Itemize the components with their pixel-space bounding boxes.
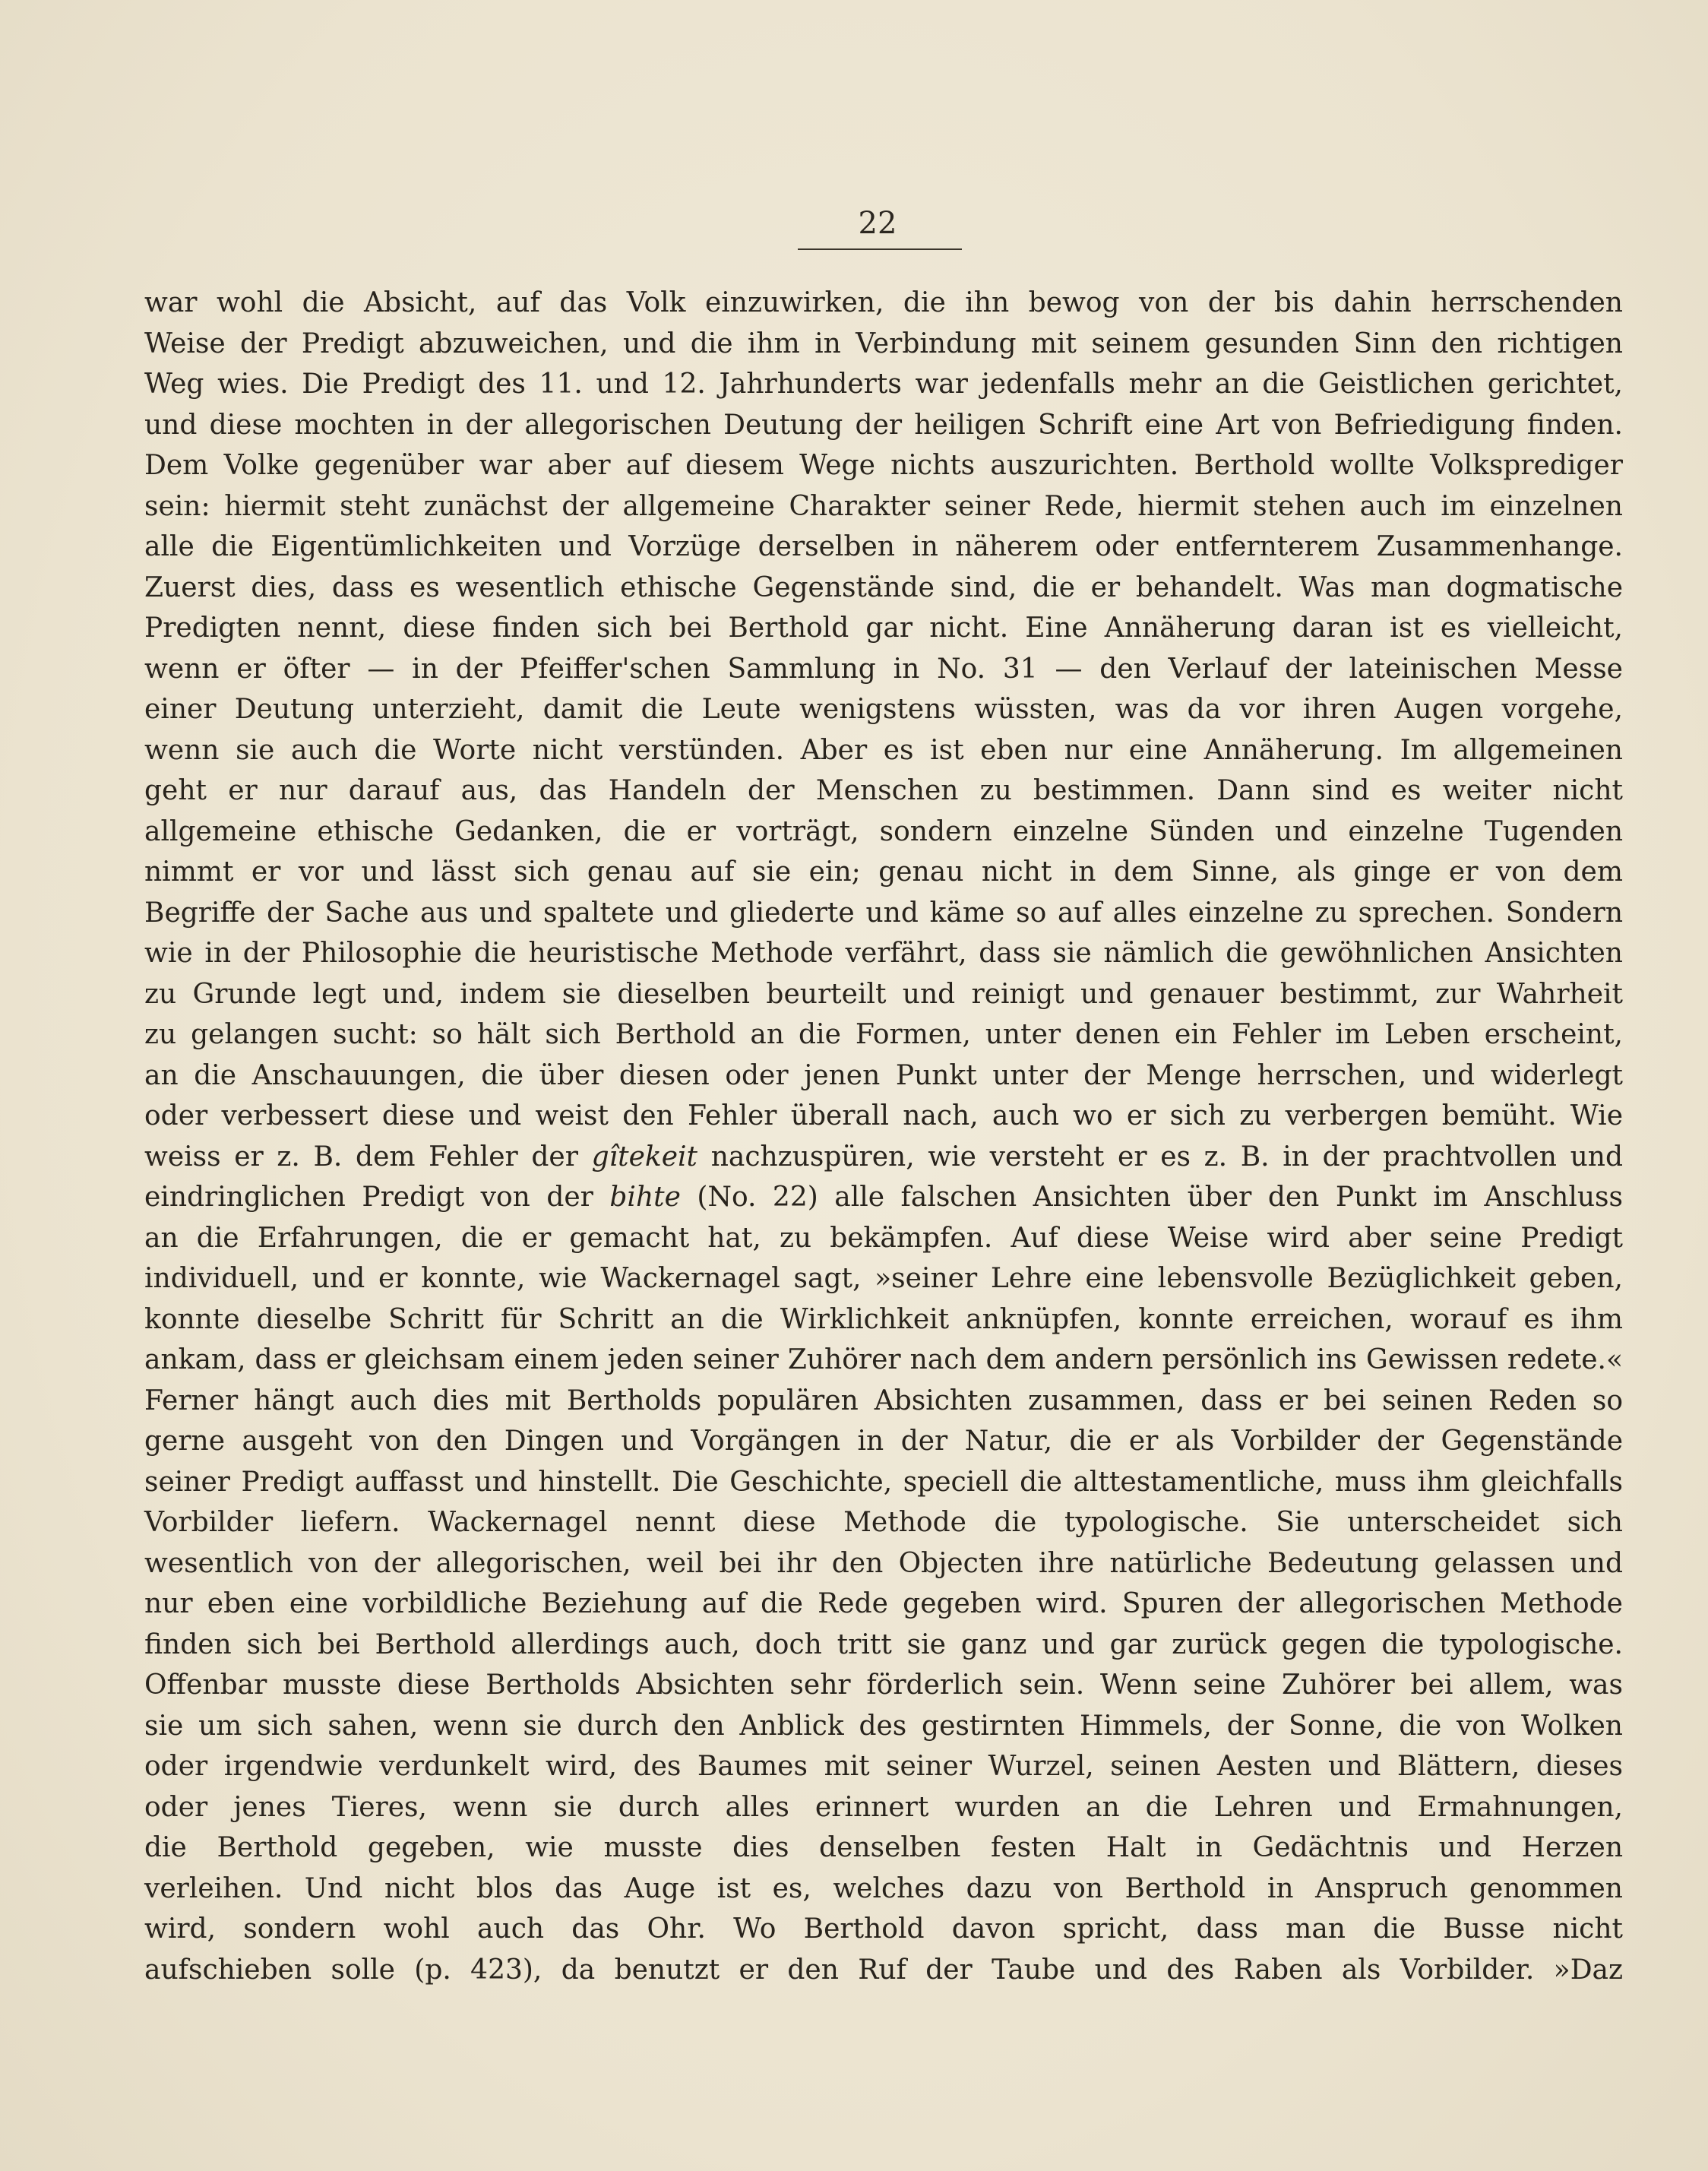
text-line: zu Grunde legt und, indem sie dieselben beurteilt und reinigt und genauer bestimmt, zur Wahrheit xyxy=(144,978,1623,1010)
text-line: Weg wies. Die Predigt des 11. und 12. Jahrhunderts war jedenfalls mehr an die Geistlichen gerichtet, xyxy=(144,369,1623,400)
text-line: konnte dieselbe Schritt für Schritt an die Wirklichkeit anknüpfen, konnte erreichen, worauf es ihm xyxy=(144,1303,1623,1335)
text-line: an die Erfahrungen, die er gemacht hat, zu bekämpfen. Auf diese Weise wird aber seine Predigt xyxy=(144,1222,1623,1254)
body-text xyxy=(144,283,1623,1990)
text-line: war wohl die Absicht, auf das Volk einzuwirken, die ihn bewog von der bis dahin herrschenden xyxy=(144,287,1623,318)
text-line: sie um sich sahen, wenn sie durch den Anblick des gestirnten Himmels, der Sonne, die von Wolken xyxy=(144,1710,1623,1742)
text-line: ankam, dass er gleichsam einem jeden seiner Zuhörer nach dem andern persönlich ins Gewissen redete.« xyxy=(144,1344,1623,1375)
text-line: verleihen. Und nicht blos das Auge ist es, welches dazu von Berthold in Anspruch genommen xyxy=(144,1872,1623,1904)
text-line: seiner Predigt auffasst und hinstellt. Die Geschichte, speciell die alttestamentliche, muss ihm gleichfalls xyxy=(144,1466,1623,1498)
text-line: individuell, und er konnte, wie Wackernagel sagt, »seiner Lehre eine lebensvolle Bezüglichkeit geben, xyxy=(144,1263,1623,1294)
text-line: nimmt er vor und lässt sich genau auf sie ein; genau nicht in dem Sinne, als ginge er von dem xyxy=(144,856,1623,888)
text-line: wenn sie auch die Worte nicht verstünden. Aber es ist eben nur eine Annäherung. Im allgemeinen xyxy=(144,734,1623,766)
text-line: Weise der Predigt abzuweichen, und die ihm in Verbindung mit seinem gesunden Sinn den richtigen xyxy=(144,328,1623,359)
text-line: wie in der Philosophie die heuristische Methode verfährt, dass sie nämlich die gewöhnlichen Ansichten xyxy=(144,938,1623,969)
text-line: wenn er öfter — in der Pfeiffer'schen Sammlung in No. 31 — den Verlauf der lateinischen Messe xyxy=(144,653,1623,685)
text-line: gerne ausgeht von den Dingen und Vorgängen in der Natur, die er als Vorbilder der Gegenstände xyxy=(144,1426,1623,1457)
text-line: Offenbar musste diese Bertholds Absichten sehr förderlich sein. Wenn seine Zuhörer bei allem, was xyxy=(144,1669,1623,1701)
text-line: sein: hiermit steht zunächst der allgemeine Charakter seiner Rede, hiermit stehen auch im einzelnen xyxy=(144,490,1623,522)
text-line: Zuerst dies, dass es wesentlich ethische Gegenstände sind, die er behandelt. Was man dogmatische xyxy=(144,571,1623,603)
text-line: allgemeine ethische Gedanken, die er vorträgt, sondern einzelne Sünden und einzelne Tugenden xyxy=(144,815,1623,847)
text-line: Vorbilder liefern. Wackernagel nennt diese Methode die typologische. Sie unterscheidet sich xyxy=(144,1507,1623,1538)
text-line: wird, sondern wohl auch das Ohr. Wo Berthold davon spricht, dass man die Busse nicht xyxy=(144,1913,1623,1945)
page-number: 22 xyxy=(858,206,897,241)
text-line: geht er nur darauf aus, das Handeln der Menschen zu bestimmen. Dann sind es weiter nicht xyxy=(144,775,1623,806)
text-line: einer Deutung unterzieht, damit die Leute wenigstens wüssten, was da vor ihren Augen vorgehe, xyxy=(144,694,1623,725)
text-line: und diese mochten in der allegorischen Deutung der heiligen Schrift eine Art von Befriedigung finden. xyxy=(144,409,1623,441)
text-line: Predigten nennt, diese finden sich bei Berthold gar nicht. Eine Annäherung daran ist es vielleicht, xyxy=(144,612,1623,644)
text-line: Ferner hängt auch dies mit Bertholds populären Absichten zusammen, dass er bei seinen Reden so xyxy=(144,1385,1623,1416)
italic-term-bihte: bihte xyxy=(609,1182,681,1213)
text-line: an die Anschauungen, die über diesen oder jenen Punkt unter der Menge herrschen, und widerlegt xyxy=(144,1059,1623,1091)
text-line: wesentlich von der allegorischen, weil bei ihr den Objecten ihre natürliche Bedeutung gelassen und xyxy=(144,1547,1623,1579)
text-line-with-italic xyxy=(144,1137,1623,1178)
text-line: finden sich bei Berthold allerdings auch, doch tritt sie ganz und gar zurück gegen die typologische. xyxy=(144,1628,1623,1660)
text-line: Begriffe der Sache aus und spaltete und gliederte und käme so auf alles einzelne zu sprechen. Sondern xyxy=(144,897,1623,929)
text-line-with-italic xyxy=(144,1177,1623,1218)
text-line: zu gelangen sucht: so hält sich Berthold an die Formen, unter denen ein Fehler im Leben erscheint, xyxy=(144,1019,1623,1050)
text-line: alle die Eigentümlichkeiten und Vorzüge derselben in näherem oder entfernterem Zusammenhange. xyxy=(144,531,1623,562)
text-line: oder irgendwie verdunkelt wird, des Baumes mit seiner Wurzel, seinen Aesten und Blättern, dieses xyxy=(144,1751,1623,1782)
text-line: Dem Volke gegenüber war aber auf diesem Wege nichts auszurichten. Berthold wollte Volksprediger xyxy=(144,450,1623,481)
text-segment: eindringlichen Predigt von der xyxy=(144,1182,610,1213)
header-rule xyxy=(798,248,962,250)
text-line: aufschieben solle (p. 423), da benutzt er den Ruf der Taube und des Raben als Vorbilder. »Daz xyxy=(144,1954,1623,1986)
text-segment: (No. 22) alle falschen Ansichten über den Punkt im Anschluss xyxy=(680,1182,1624,1213)
text-line: nur eben eine vorbildliche Beziehung auf die Rede gegeben wird. Spuren der allegorischen Methode xyxy=(144,1588,1623,1619)
text-line: oder verbessert diese und weist den Fehler überall nach, auch wo er sich zu verbergen bemüht. Wie xyxy=(144,1100,1623,1131)
text-line: die Berthold gegeben, wie musste dies denselben festen Halt in Gedächtnis und Herzen xyxy=(144,1832,1623,1863)
text-segment: weiss er z. B. dem Fehler der xyxy=(144,1141,592,1173)
text-segment: nachzuspüren, wie versteht er es z. B. in der prachtvollen und xyxy=(697,1141,1623,1173)
italic-term-gitekeit: gîtekeit xyxy=(591,1141,698,1173)
text-line: oder jenes Tieres, wenn sie durch alles erinnert wurden an die Lehren und Ermahnungen, xyxy=(144,1791,1623,1823)
